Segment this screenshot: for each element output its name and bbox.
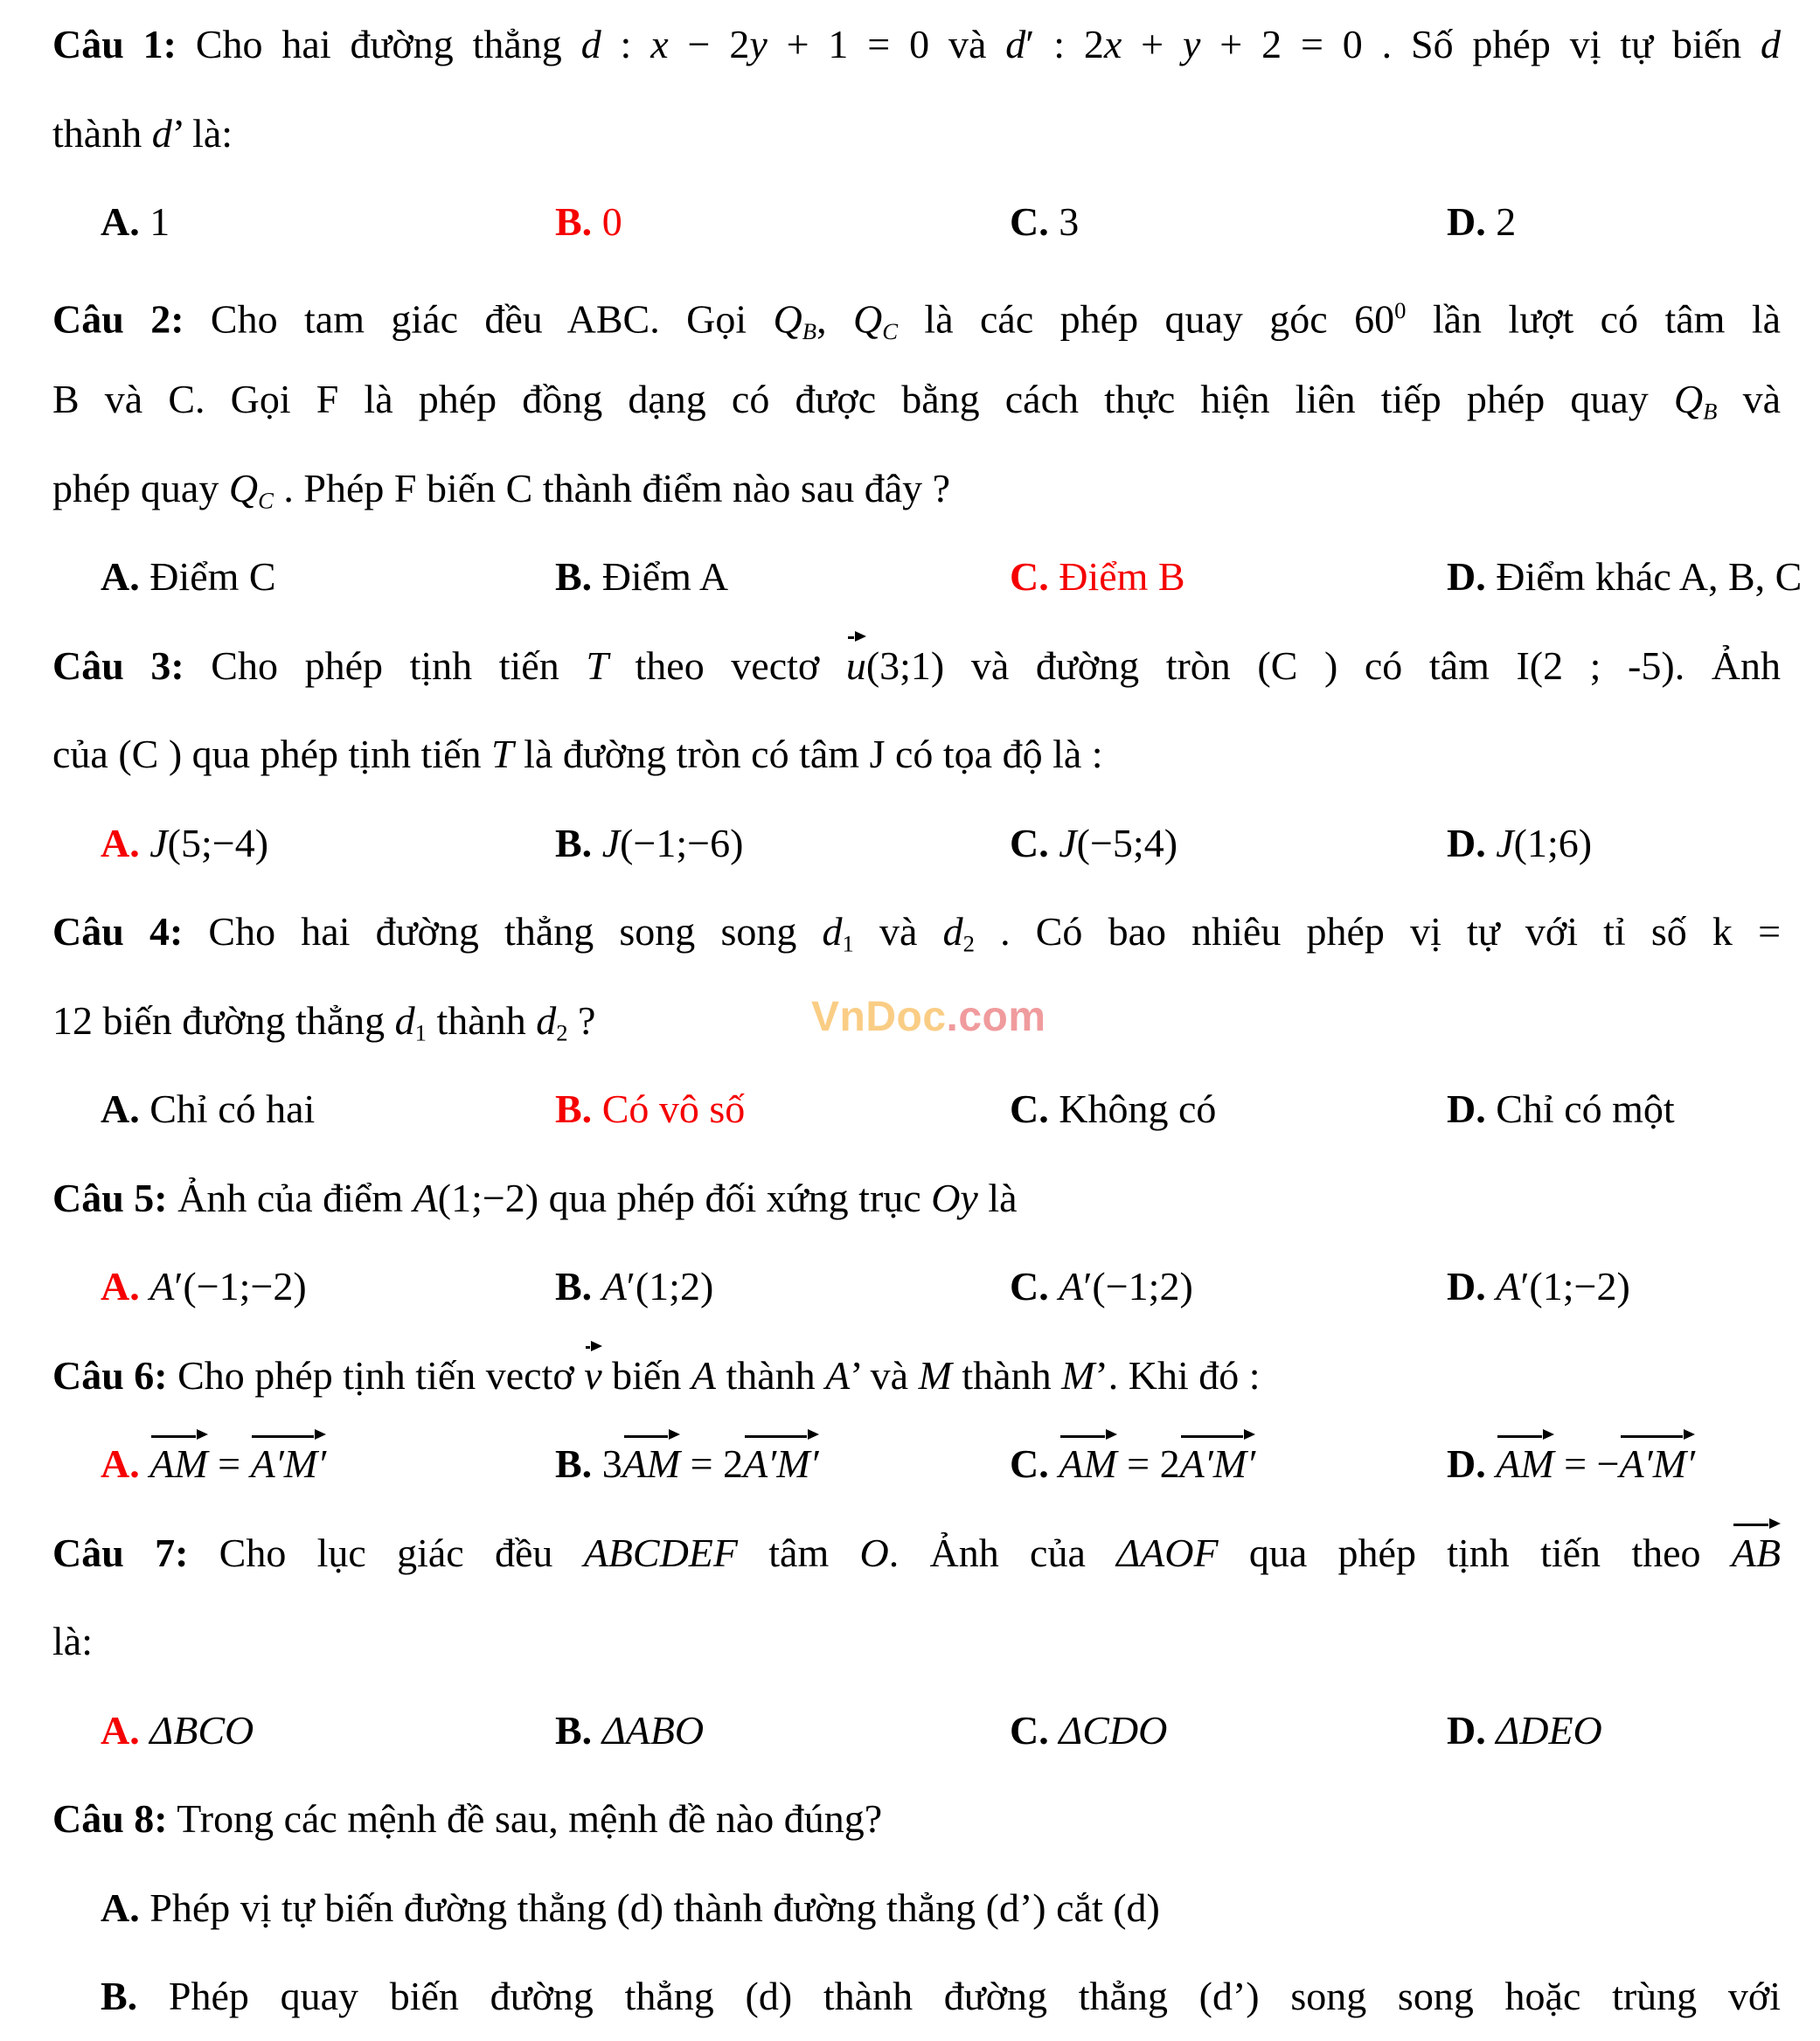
- text-segment: C: [258, 486, 274, 513]
- question-1-option-a: [101, 177, 555, 267]
- text-segment: thành: [715, 1352, 826, 1398]
- text-segment: = 2: [680, 1441, 744, 1486]
- text-segment: + 2 = 0 . Số phép vị tự biến: [1200, 22, 1761, 66]
- text-segment: và: [1717, 377, 1781, 421]
- text-segment: ΔCDO: [1059, 1707, 1168, 1753]
- text-segment: Cho phép tịnh tiến: [184, 642, 587, 688]
- text-segment: A.: [101, 1885, 140, 1930]
- question-6-options-row: [52, 1420, 1781, 1509]
- question-8-line-2: [52, 1864, 1781, 1953]
- text-segment: B và C. Gọi F là phép đồng dạng có được bằng cách thực hiện liên tiếp phép quay: [52, 377, 1674, 421]
- text-segment: 12 biến đường thẳng: [52, 997, 395, 1043]
- question-2: [52, 267, 1803, 621]
- text-segment: y: [749, 22, 768, 66]
- vector-notation: A′M′: [251, 1431, 327, 1488]
- text-segment: C.: [1010, 1707, 1049, 1753]
- question-5-option-d: [1447, 1242, 1781, 1331]
- question-3-option-b: [555, 799, 1010, 888]
- text-segment: A: [1059, 1264, 1084, 1309]
- text-segment: [1049, 1264, 1059, 1309]
- question-7-option-a: [101, 1686, 555, 1775]
- text-segment: J: [149, 820, 168, 865]
- text-segment: T: [586, 642, 608, 688]
- text-segment: ?: [567, 997, 596, 1043]
- text-segment: A: [413, 1175, 438, 1220]
- watermark: [811, 996, 1046, 1038]
- text-segment: . Có bao nhiêu phép vị tự với tỉ số k =: [974, 909, 1782, 954]
- text-segment: thành: [951, 1352, 1062, 1398]
- question-7-line-1: [52, 1509, 1781, 1598]
- question-5-option-c: [1010, 1242, 1447, 1331]
- text-segment: +: [1122, 22, 1183, 66]
- text-segment: C.: [1010, 1086, 1049, 1131]
- question-1-options-row: [52, 177, 1781, 267]
- text-segment: biến: [601, 1352, 691, 1398]
- text-segment: [140, 1708, 150, 1753]
- question-2-options-row: [52, 532, 1803, 621]
- text-segment: B.: [555, 1441, 593, 1486]
- question-3-option-d: [1447, 799, 1781, 888]
- question-7-option-d: [1447, 1686, 1781, 1775]
- text-segment: = 2: [1116, 1441, 1180, 1486]
- question-1-option-d: [1447, 177, 1781, 267]
- text-segment: C.: [1010, 554, 1049, 599]
- question-1-line-2: [52, 89, 1781, 178]
- watermark-part1: VnDoc: [811, 994, 947, 1040]
- text-segment: A: [825, 1352, 851, 1398]
- text-segment: Cho phép tịnh tiến vectơ: [167, 1352, 585, 1398]
- text-segment: ’. Khi đó :: [1094, 1352, 1261, 1398]
- text-segment: (−5;4): [1076, 820, 1178, 865]
- text-segment: A.: [101, 1264, 140, 1309]
- text-segment: ABCDEF: [583, 1530, 738, 1575]
- text-segment: d: [394, 997, 415, 1043]
- text-segment: D.: [1447, 199, 1486, 244]
- question-4-option-b: [555, 1065, 1010, 1154]
- text-segment: J: [1496, 820, 1514, 865]
- text-segment: Trong các mệnh đề sau, mệnh đề nào đúng?: [167, 1796, 883, 1841]
- text-segment: J: [601, 820, 621, 865]
- text-segment: [592, 821, 602, 865]
- text-segment: theo vectơ: [608, 642, 846, 688]
- text-segment: B.: [555, 1264, 593, 1309]
- question-3-line-1: [52, 621, 1781, 711]
- text-segment: :: [601, 22, 651, 66]
- text-segment: Câu 3:: [52, 642, 184, 688]
- text-segment: (−1;−6): [620, 820, 744, 865]
- text-segment: phép quay: [52, 465, 229, 510]
- text-segment: [1486, 821, 1497, 865]
- text-segment: A.: [101, 1086, 140, 1131]
- question-5-options-row: [52, 1242, 1781, 1331]
- question-6-option-b: [555, 1420, 1010, 1509]
- question-4-option-c: [1010, 1065, 1447, 1154]
- text-segment: [140, 1441, 150, 1486]
- question-7: [52, 1509, 1781, 1775]
- vector-notation: u: [846, 633, 866, 690]
- text-segment: (5;−4): [167, 820, 269, 865]
- text-segment: Câu 6:: [52, 1352, 168, 1398]
- text-segment: D.: [1447, 1707, 1486, 1753]
- text-segment: là các phép quay góc 60: [898, 296, 1395, 342]
- text-segment: B.: [555, 1707, 593, 1753]
- text-segment: ′(−1;2): [1083, 1264, 1193, 1309]
- text-segment: qua phép tịnh tiến theo: [1218, 1530, 1732, 1575]
- text-segment: 3: [592, 1441, 622, 1486]
- text-segment: ΔDEO: [1496, 1707, 1602, 1753]
- question-5: [52, 1154, 1781, 1331]
- text-segment: D.: [1447, 554, 1486, 599]
- text-segment: B: [802, 317, 817, 344]
- text-segment: ΔABO: [601, 1707, 705, 1753]
- text-segment: tâm: [738, 1530, 860, 1575]
- question-8-line-1: [52, 1774, 1781, 1864]
- question-3-option-c: [1010, 799, 1447, 888]
- text-segment: Điểm B: [1048, 554, 1185, 599]
- question-7-options-row: [52, 1686, 1781, 1775]
- text-segment: 0: [592, 199, 622, 244]
- vector-notation: AB: [1732, 1520, 1781, 1577]
- vector-notation: AM: [1496, 1431, 1553, 1488]
- text-segment: Chỉ có một: [1485, 1086, 1675, 1131]
- text-segment: ’ là:: [171, 110, 233, 156]
- text-segment: A: [1496, 1264, 1521, 1309]
- question-8-line-3: [52, 1952, 1781, 2041]
- text-segment: M: [918, 1352, 952, 1398]
- text-segment: = −: [1553, 1441, 1620, 1486]
- vector-notation: AM: [622, 1431, 680, 1488]
- question-6-option-c: [1010, 1420, 1447, 1509]
- question-1-option-b: [555, 177, 1010, 267]
- text-segment: M: [1061, 1352, 1095, 1398]
- question-1-line-1: [52, 0, 1781, 89]
- text-segment: B.: [555, 554, 593, 599]
- text-segment: Câu 4:: [52, 909, 184, 954]
- text-segment: d: [822, 909, 843, 954]
- text-segment: B.: [555, 1086, 593, 1131]
- text-segment: B.: [555, 820, 593, 865]
- text-segment: là đường tròn có tâm J có tọa độ là :: [513, 732, 1103, 776]
- text-segment: ′(1;2): [626, 1264, 714, 1309]
- text-segment: 2: [556, 1018, 568, 1045]
- text-segment: A: [149, 1264, 175, 1309]
- question-4-option-d: [1447, 1065, 1781, 1154]
- text-segment: [1049, 1441, 1059, 1486]
- text-segment: A.: [101, 199, 140, 244]
- text-segment: (1;−2) qua phép đối xứng trục: [437, 1175, 932, 1220]
- question-1-option-c: [1010, 177, 1447, 267]
- text-segment: ’ và: [850, 1352, 919, 1398]
- text-segment: C.: [1010, 199, 1049, 244]
- text-segment: T: [491, 732, 514, 776]
- text-segment: Phép quay biến đường thẳng (d) thành đường thẳng (d’) song song hoặc trùng với: [137, 1974, 1781, 2018]
- question-2-option-a: [101, 532, 555, 621]
- vector-notation: v: [584, 1343, 601, 1399]
- question-3: [52, 621, 1781, 888]
- question-7-option-c: [1010, 1686, 1447, 1775]
- question-6: [52, 1331, 1781, 1509]
- text-segment: A.: [101, 1707, 140, 1753]
- question-4-option-a: [101, 1065, 555, 1154]
- text-segment: A.: [101, 554, 140, 599]
- text-segment: 2: [1485, 199, 1517, 244]
- text-segment: d: [942, 909, 963, 954]
- text-segment: Oy: [931, 1175, 978, 1220]
- question-6-line-1: [52, 1331, 1781, 1420]
- text-segment: Câu 1:: [52, 22, 177, 66]
- question-3-options-row: [52, 799, 1781, 888]
- text-segment: Cho lục giác đều: [188, 1530, 584, 1575]
- text-segment: D.: [1447, 1441, 1486, 1486]
- text-segment: y: [1182, 22, 1201, 66]
- question-1: [52, 0, 1781, 267]
- question-3-option-a: [101, 799, 555, 888]
- question-4-options-row: [52, 1065, 1781, 1154]
- text-segment: D.: [1447, 1264, 1486, 1309]
- question-6-option-a: [101, 1420, 555, 1509]
- text-segment: ′(1;−2): [1520, 1264, 1630, 1309]
- text-segment: là:: [52, 1619, 93, 1663]
- text-segment: ′(−1;−2): [174, 1264, 307, 1309]
- text-segment: Q: [773, 296, 802, 342]
- text-segment: Câu 2:: [52, 296, 184, 342]
- text-segment: 0: [1394, 296, 1407, 323]
- text-segment: A.: [101, 820, 140, 865]
- text-segment: [592, 1708, 602, 1753]
- text-segment: [140, 821, 150, 865]
- text-segment: =: [207, 1441, 251, 1486]
- text-segment: d: [1005, 22, 1026, 66]
- text-segment: ΔAOF: [1116, 1530, 1219, 1575]
- question-5-line-1: [52, 1154, 1781, 1243]
- text-segment: A.: [101, 1441, 140, 1486]
- question-2-line-2: [52, 355, 1781, 444]
- text-segment: và: [853, 909, 943, 954]
- text-segment: D.: [1447, 1086, 1486, 1131]
- text-segment: − 2: [668, 22, 750, 66]
- text-segment: Câu 7:: [52, 1530, 189, 1575]
- text-segment: B: [1703, 398, 1718, 425]
- question-2-option-b: [555, 532, 1010, 621]
- text-segment: Q: [228, 465, 259, 510]
- text-segment: B.: [555, 199, 593, 244]
- text-segment: A: [601, 1264, 627, 1309]
- text-segment: d: [536, 997, 557, 1043]
- text-segment: thành: [52, 110, 152, 156]
- text-segment: lần lượt có tâm là: [1406, 296, 1782, 342]
- text-segment: là: [977, 1175, 1018, 1220]
- question-5-option-a: [101, 1242, 555, 1331]
- text-segment: thành: [427, 997, 537, 1043]
- text-segment: [1486, 1441, 1497, 1486]
- text-segment: [1049, 1708, 1059, 1753]
- watermark-part2: .com: [946, 994, 1046, 1040]
- text-segment: C.: [1010, 1264, 1049, 1309]
- text-segment: ′ : 2: [1025, 22, 1104, 66]
- text-segment: Cho tam giác đều ABC. Gọi: [184, 296, 774, 342]
- text-segment: Q: [1673, 377, 1704, 421]
- text-segment: Điểm khác A, B, C: [1485, 554, 1803, 599]
- question-2-option-d: [1447, 532, 1802, 621]
- question-2-line-1: [52, 267, 1781, 356]
- text-segment: d: [1761, 22, 1782, 66]
- text-segment: 1: [139, 199, 170, 244]
- text-segment: O: [859, 1530, 889, 1575]
- text-segment: Phép vị tự biến đường thẳng (d) thành đường thẳng (d’) cắt (d): [139, 1885, 1160, 1930]
- text-segment: Ảnh của điểm: [167, 1175, 413, 1220]
- question-6-option-d: [1447, 1420, 1781, 1509]
- text-segment: C.: [1010, 1441, 1049, 1486]
- question-2-option-c: [1010, 532, 1447, 621]
- text-segment: [592, 1264, 602, 1309]
- text-segment: (1;6): [1513, 820, 1593, 865]
- text-segment: D.: [1447, 820, 1486, 865]
- question-5-option-b: [555, 1242, 1010, 1331]
- text-segment: J: [1059, 820, 1077, 865]
- question-2-line-3: [52, 444, 1781, 533]
- text-segment: C.: [1010, 820, 1049, 865]
- text-segment: [1486, 1264, 1497, 1309]
- text-segment: B.: [101, 1974, 138, 2018]
- question-8: [52, 1774, 1781, 2041]
- text-segment: ΔBCO: [149, 1707, 254, 1753]
- text-segment: Câu 8:: [52, 1796, 168, 1841]
- text-segment: [140, 1264, 150, 1309]
- text-segment: x: [650, 22, 669, 66]
- text-segment: Không có: [1048, 1086, 1217, 1131]
- text-segment: C: [882, 317, 899, 344]
- text-segment: 2: [962, 930, 975, 957]
- text-segment: (3;1) và đường tròn (C ) có tâm I(2 ; -5). Ảnh: [865, 642, 1782, 688]
- vector-notation: A′M′: [743, 1431, 819, 1488]
- text-segment: x: [1103, 22, 1122, 66]
- vector-notation: AM: [1059, 1431, 1116, 1488]
- text-segment: . Ảnh của: [888, 1530, 1117, 1575]
- question-7-line-2: [52, 1597, 1781, 1686]
- text-segment: Q: [852, 296, 883, 342]
- text-segment: Chỉ có hai: [139, 1086, 316, 1131]
- text-segment: Cho hai đường thẳng song song: [183, 909, 823, 954]
- text-segment: A: [691, 1352, 716, 1398]
- text-segment: [1049, 821, 1059, 865]
- text-segment: 1: [842, 930, 854, 957]
- text-segment: + 1 = 0 và: [767, 22, 1006, 66]
- question-3-line-2: [52, 710, 1781, 799]
- text-segment: . Phép F biến C thành điểm nào sau đây ?: [273, 465, 951, 510]
- question-7-option-b: [555, 1686, 1010, 1775]
- text-segment: của (C ) qua phép tịnh tiến: [52, 732, 492, 776]
- text-segment: [1486, 1708, 1497, 1753]
- vector-notation: A′M′: [1180, 1431, 1256, 1488]
- text-segment: d: [151, 110, 172, 156]
- text-segment: 1: [414, 1018, 427, 1045]
- text-segment: Cho hai đường thẳng: [177, 22, 581, 66]
- vector-notation: AM: [149, 1431, 207, 1488]
- text-segment: 3: [1048, 199, 1080, 244]
- text-segment: Điểm A: [592, 554, 729, 599]
- text-segment: d: [580, 22, 601, 66]
- vector-notation: A′M′: [1620, 1431, 1696, 1488]
- question-4-line-1: [52, 887, 1781, 976]
- text-segment: Điểm C: [139, 554, 276, 599]
- text-segment: Câu 5:: [52, 1175, 168, 1220]
- text-segment: ,: [816, 296, 853, 342]
- text-segment: Có vô số: [592, 1086, 746, 1131]
